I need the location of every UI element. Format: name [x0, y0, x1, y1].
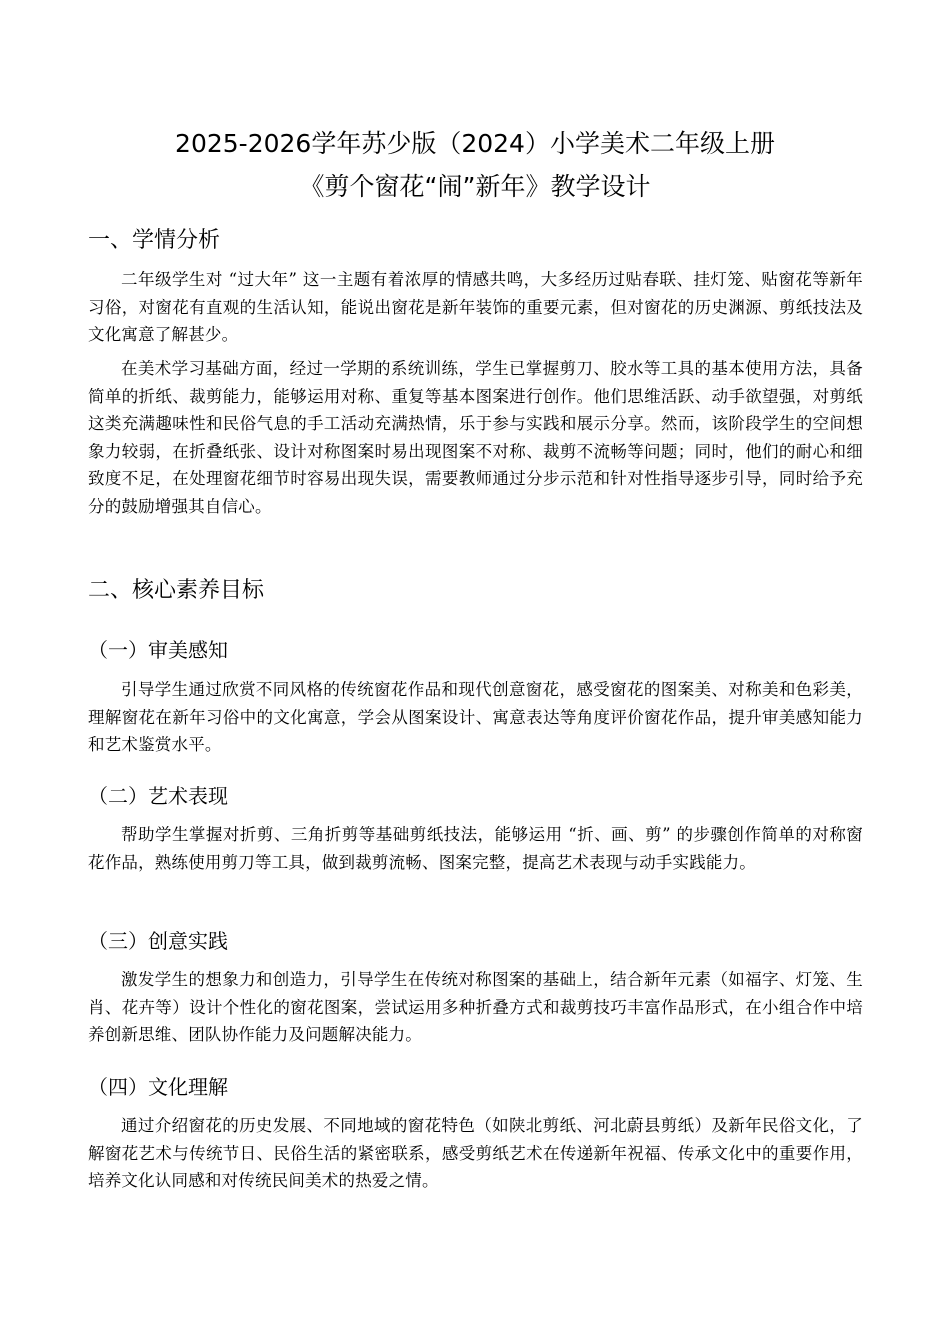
- paragraph-creative-practice: 激发学生的想象力和创造力，引导学生在传统对称图案的基础上，结合新年元素（如福字、灯笼、生肖、花卉等）设计个性化的窗花图案，尝试运用多种折叠方式和裁剪技巧丰富作品形式，在小组合作中培养创新思维、团队协作能力及问题解决能力。: [88, 970, 863, 1044]
- subsection-heading-artistic-expression: （二）艺术表现: [88, 784, 228, 808]
- document-title-line-2: 《剪个窗花“闹”新年》教学设计: [299, 172, 651, 201]
- subsection-heading-aesthetic-perception: （一）审美感知: [88, 638, 228, 662]
- paragraph-learner-analysis-2: 在美术学习基础方面，经过一学期的系统训练，学生已掌握剪刀、胶水等工具的基本使用方法，具备简单的折纸、裁剪能力，能够运用对称、重复等基本图案进行创作。他们思维活跃、动手欲望强，对剪纸这类充满趣味性和民俗气息的手工活动充满热情，乐于参与实践和展示分享。然而，该阶段学生的空间想象力较弱，在折叠纸张、设计对称图案时易出现图案不对称、裁剪不流畅等问题；同时，他们的耐心和细致度不足，在处理窗花细节时容易出现失误，需要教师通过分步示范和针对性指导逐步引导，同时给予充分的鼓励增强其自信心。: [88, 359, 863, 516]
- subsection-heading-creative-practice: （三）创意实践: [88, 929, 228, 953]
- document-title-line-1: 2025-2026学年苏少版（2024）小学美术二年级上册: [175, 129, 775, 158]
- section-heading-core-goals: 二、核心素养目标: [88, 578, 265, 603]
- paragraph-learner-analysis-1: 二年级学生对 “过大年” 这一主题有着浓厚的情感共鸣，大多经历过贴春联、挂灯笼、贴窗花等新年习俗，对窗花有直观的生活认知，能说出窗花是新年装饰的重要元素，但对窗花的历史渊源、剪纸技法及文化寓意了解甚少。: [88, 270, 863, 344]
- subsection-heading-cultural-understanding: （四）文化理解: [88, 1075, 228, 1099]
- paragraph-cultural-understanding: 通过介绍窗花的历史发展、不同地域的窗花特色（如陕北剪纸、河北蔚县剪纸）及新年民俗文化，了解窗花艺术与传统节日、民俗生活的紧密联系，感受剪纸艺术在传递新年祝福、传承文化中的重要作用，培养文化认同感和对传统民间美术的热爱之情。: [88, 1116, 863, 1190]
- paragraph-artistic-expression: 帮助学生掌握对折剪、三角折剪等基础剪纸技法，能够运用 “折、画、剪” 的步骤创作简单的对称窗花作品，熟练使用剪刀等工具，做到裁剪流畅、图案完整，提高艺术表现与动手实践能力。: [88, 825, 863, 872]
- paragraph-aesthetic-perception: 引导学生通过欣赏不同风格的传统窗花作品和现代创意窗花，感受窗花的图案美、对称美和色彩美，理解窗花在新年习俗中的文化寓意，学会从图案设计、寓意表达等角度评价窗花作品，提升审美感知能力和艺术鉴赏水平。: [88, 680, 863, 754]
- section-heading-learner-analysis: 一、学情分析: [88, 228, 221, 253]
